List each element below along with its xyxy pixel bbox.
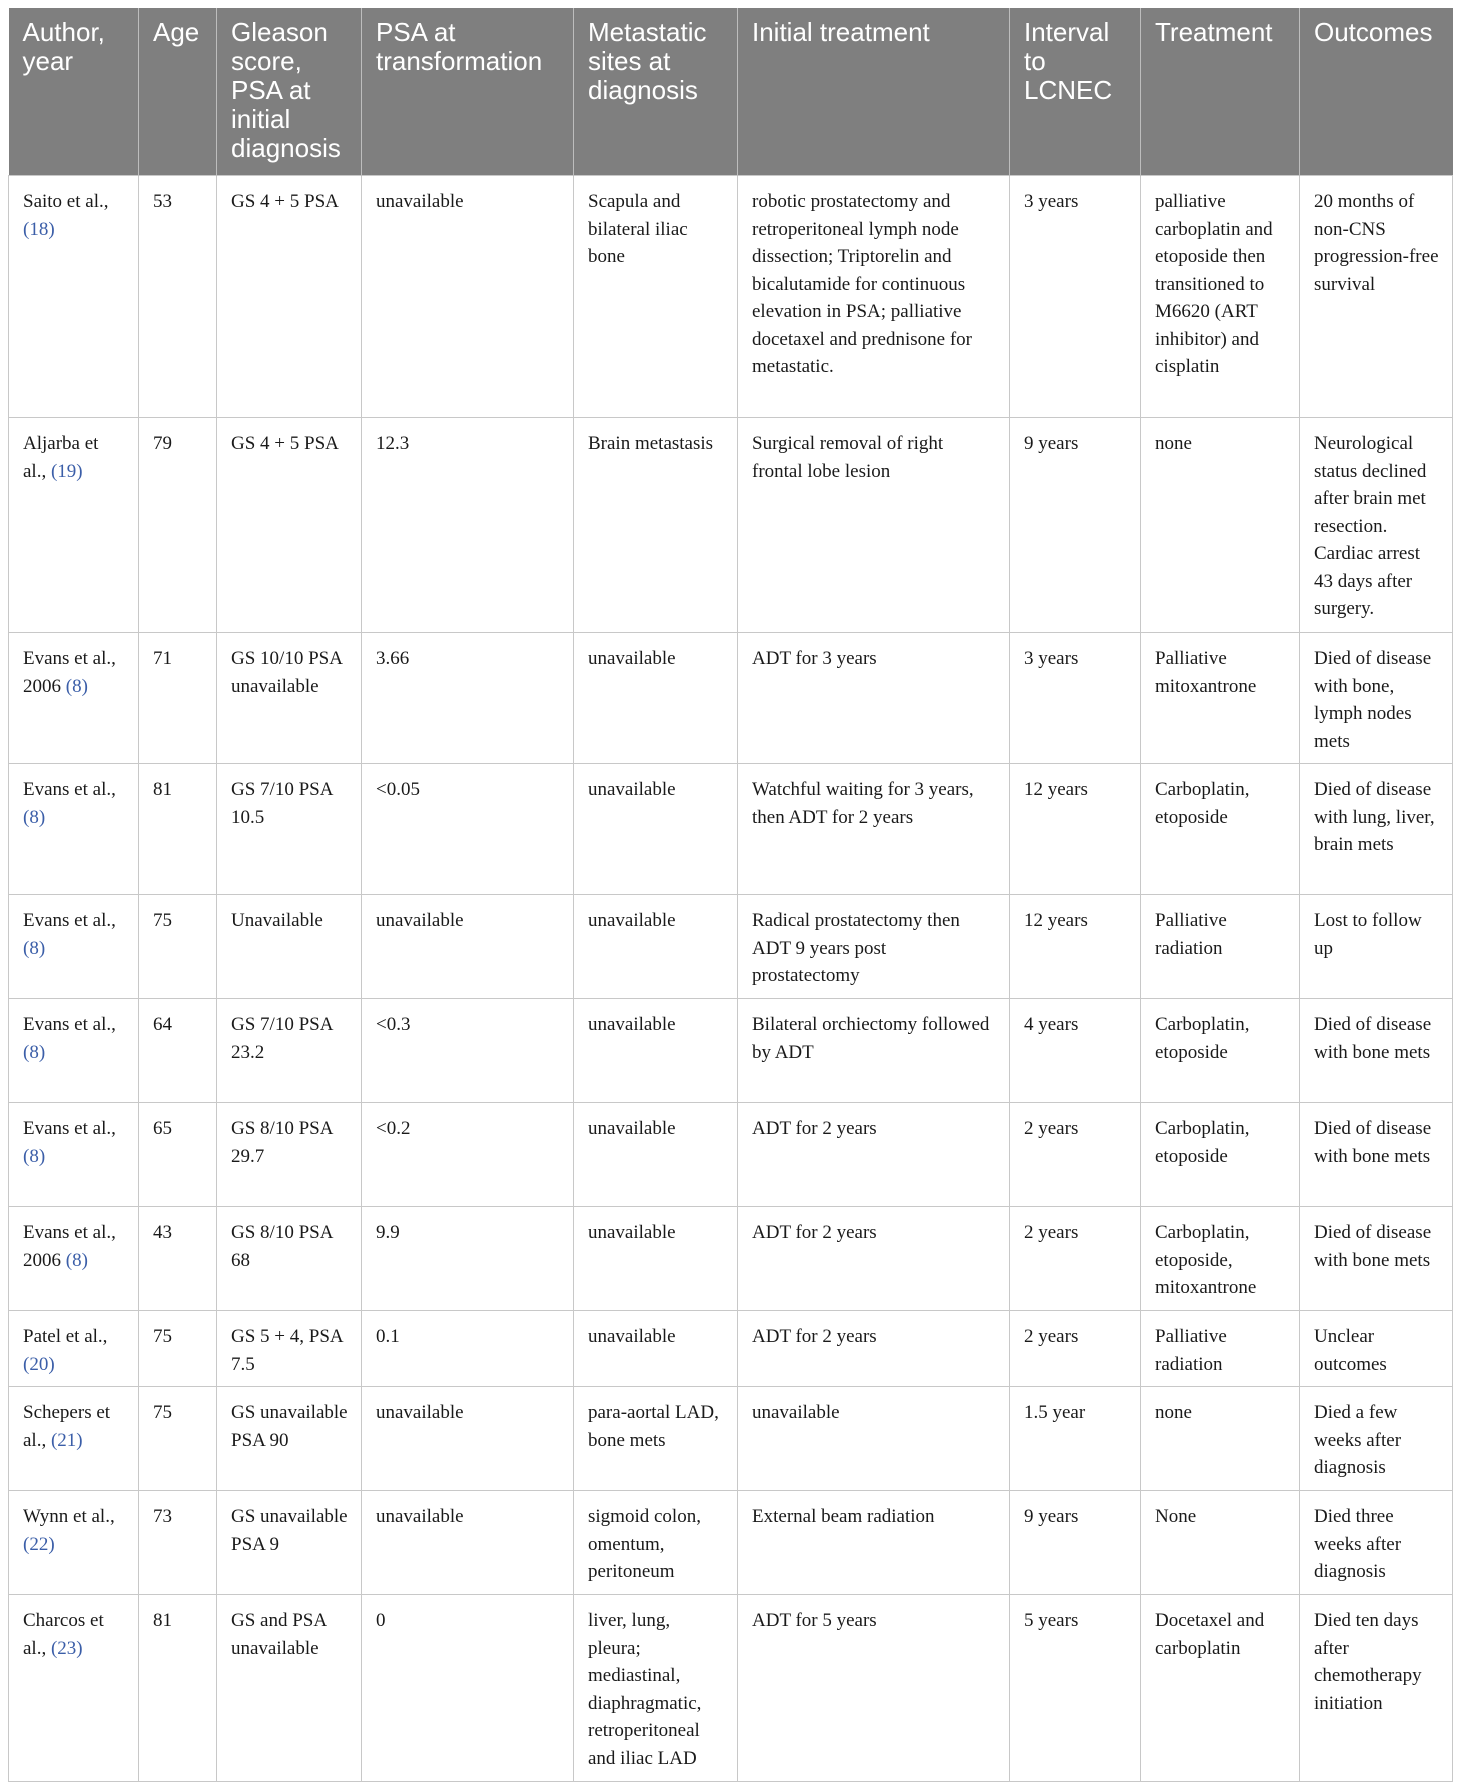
- psa-transformation-cell: 0.1: [362, 1311, 574, 1387]
- table-row: [9, 1387, 1453, 1491]
- header-author: Author, year: [9, 8, 139, 176]
- table-row: [9, 1491, 1453, 1595]
- treatment-cell: Palliative radiation: [1141, 1311, 1300, 1387]
- age-cell: 75: [139, 1387, 217, 1491]
- gleason-cell: GS 10/10 PSA unavailable: [217, 633, 362, 764]
- reference-link[interactable]: (8): [23, 806, 46, 828]
- age-cell: 75: [139, 895, 217, 999]
- psa-transformation-cell: <0.2: [362, 1103, 574, 1207]
- author-cell: [9, 176, 139, 418]
- table-row: [9, 999, 1453, 1103]
- header-interval: Interval to LCNEC: [1010, 8, 1141, 176]
- outcomes-cell: Neurological status declined after brain met resection. Cardiac arrest 43 days after surgery.: [1300, 418, 1453, 633]
- metastatic-sites-cell: liver, lung, pleura; mediastinal, diaphragmatic, retroperitoneal and iliac LAD: [574, 1595, 738, 1782]
- age-cell: 71: [139, 633, 217, 764]
- initial-treatment-cell: ADT for 2 years: [738, 1311, 1010, 1387]
- psa-transformation-cell: unavailable: [362, 176, 574, 418]
- reference-link[interactable]: (23): [50, 1637, 83, 1659]
- treatment-cell: Carboplatin, etoposide, mitoxantrone: [1141, 1207, 1300, 1311]
- header-row: [9, 8, 1453, 176]
- metastatic-sites-cell: unavailable: [574, 895, 738, 999]
- treatment-cell: None: [1141, 1491, 1300, 1595]
- author-text: Schepers et al.,: [23, 1402, 111, 1451]
- interval-cell: 12 years: [1010, 895, 1141, 999]
- outcomes-cell: Died a few weeks after diagnosis: [1300, 1387, 1453, 1491]
- reference-link[interactable]: (22): [23, 1533, 55, 1555]
- outcomes-cell: Lost to follow up: [1300, 895, 1453, 999]
- author-text: Aljarba et al.,: [23, 433, 99, 482]
- treatment-cell: Carboplatin, etoposide: [1141, 764, 1300, 895]
- age-cell: 81: [139, 1595, 217, 1782]
- reference-link[interactable]: (8): [23, 937, 46, 959]
- metastatic-sites-cell: unavailable: [574, 633, 738, 764]
- reference-link[interactable]: (21): [50, 1429, 83, 1451]
- interval-cell: 3 years: [1010, 176, 1141, 418]
- reference-link[interactable]: (18): [23, 218, 55, 240]
- gleason-cell: GS 7/10 PSA 23.2: [217, 999, 362, 1103]
- author-cell: [9, 999, 139, 1103]
- interval-cell: 12 years: [1010, 764, 1141, 895]
- table-row: [9, 418, 1453, 633]
- psa-transformation-cell: <0.05: [362, 764, 574, 895]
- table-row: [9, 1311, 1453, 1387]
- table-container: [8, 8, 1452, 1782]
- author-cell: [9, 1387, 139, 1491]
- initial-treatment-cell: Bilateral orchiectomy followed by ADT: [738, 999, 1010, 1103]
- metastatic-sites-cell: unavailable: [574, 1103, 738, 1207]
- gleason-cell: GS unavailable PSA 9: [217, 1491, 362, 1595]
- author-text: Patel et al.,: [23, 1326, 108, 1347]
- psa-transformation-cell: 9.9: [362, 1207, 574, 1311]
- table-row: [9, 895, 1453, 999]
- age-cell: 65: [139, 1103, 217, 1207]
- header-psa-transformation: PSA at transformation: [362, 8, 574, 176]
- lcnec-case-table: [8, 8, 1453, 1782]
- author-cell: [9, 1595, 139, 1782]
- author-cell: [9, 633, 139, 764]
- interval-cell: 4 years: [1010, 999, 1141, 1103]
- author-text: Evans et al.,: [23, 1118, 116, 1139]
- age-cell: 64: [139, 999, 217, 1103]
- outcomes-cell: Died of disease with lung, liver, brain mets: [1300, 764, 1453, 895]
- author-text: Evans et al.,: [23, 910, 116, 931]
- reference-link[interactable]: (8): [65, 1249, 88, 1271]
- treatment-cell: Docetaxel and carboplatin: [1141, 1595, 1300, 1782]
- treatment-cell: Carboplatin, etoposide: [1141, 999, 1300, 1103]
- author-text: Evans et al.,: [23, 1014, 116, 1035]
- initial-treatment-cell: Surgical removal of right frontal lobe lesion: [738, 418, 1010, 633]
- interval-cell: 2 years: [1010, 1207, 1141, 1311]
- author-text: Wynn et al.,: [23, 1506, 115, 1527]
- table-row: [9, 1207, 1453, 1311]
- reference-link[interactable]: (20): [23, 1353, 55, 1375]
- author-text: Evans et al., 2006: [23, 1222, 116, 1271]
- gleason-cell: GS 5 + 4, PSA 7.5: [217, 1311, 362, 1387]
- interval-cell: 9 years: [1010, 418, 1141, 633]
- interval-cell: 2 years: [1010, 1103, 1141, 1207]
- reference-link[interactable]: (8): [65, 675, 88, 697]
- psa-transformation-cell: unavailable: [362, 895, 574, 999]
- initial-treatment-cell: Radical prostatectomy then ADT 9 years post prostatectomy: [738, 895, 1010, 999]
- outcomes-cell: Died ten days after chemotherapy initiation: [1300, 1595, 1453, 1782]
- outcomes-cell: Unclear outcomes: [1300, 1311, 1453, 1387]
- initial-treatment-cell: ADT for 2 years: [738, 1103, 1010, 1207]
- initial-treatment-cell: External beam radiation: [738, 1491, 1010, 1595]
- table-row: [9, 633, 1453, 764]
- age-cell: 81: [139, 764, 217, 895]
- initial-treatment-cell: Watchful waiting for 3 years, then ADT for 2 years: [738, 764, 1010, 895]
- author-text: Saito et al.,: [23, 191, 109, 212]
- gleason-cell: GS 8/10 PSA 68: [217, 1207, 362, 1311]
- initial-treatment-cell: unavailable: [738, 1387, 1010, 1491]
- table-row: [9, 1103, 1453, 1207]
- psa-transformation-cell: unavailable: [362, 1387, 574, 1491]
- author-cell: [9, 1311, 139, 1387]
- outcomes-cell: Died three weeks after diagnosis: [1300, 1491, 1453, 1595]
- age-cell: 73: [139, 1491, 217, 1595]
- psa-transformation-cell: 12.3: [362, 418, 574, 633]
- interval-cell: 5 years: [1010, 1595, 1141, 1782]
- header-treatment: Treatment: [1141, 8, 1300, 176]
- metastatic-sites-cell: Brain metastasis: [574, 418, 738, 633]
- metastatic-sites-cell: Scapula and bilateral iliac bone: [574, 176, 738, 418]
- metastatic-sites-cell: sigmoid colon, omentum, peritoneum: [574, 1491, 738, 1595]
- header-gleason: Gleason score, PSA at initial diagnosis: [217, 8, 362, 176]
- metastatic-sites-cell: unavailable: [574, 999, 738, 1103]
- header-outcomes: Outcomes: [1300, 8, 1453, 176]
- treatment-cell: palliative carboplatin and etoposide then transitioned to M6620 (ART inhibitor) and cisplatin: [1141, 176, 1300, 418]
- outcomes-cell: Died of disease with bone mets: [1300, 1207, 1453, 1311]
- interval-cell: 9 years: [1010, 1491, 1141, 1595]
- reference-link[interactable]: (19): [50, 460, 83, 482]
- treatment-cell: Palliative mitoxantrone: [1141, 633, 1300, 764]
- author-cell: [9, 1207, 139, 1311]
- author-cell: [9, 895, 139, 999]
- treatment-cell: Palliative radiation: [1141, 895, 1300, 999]
- table-row: [9, 176, 1453, 418]
- table-row: [9, 1595, 1453, 1782]
- gleason-cell: GS 4 + 5 PSA: [217, 176, 362, 418]
- age-cell: 43: [139, 1207, 217, 1311]
- author-text: Charcos et al.,: [23, 1610, 104, 1659]
- interval-cell: 3 years: [1010, 633, 1141, 764]
- treatment-cell: Carboplatin, etoposide: [1141, 1103, 1300, 1207]
- metastatic-sites-cell: unavailable: [574, 1207, 738, 1311]
- outcomes-cell: Died of disease with bone mets: [1300, 999, 1453, 1103]
- reference-link[interactable]: (8): [23, 1041, 46, 1063]
- psa-transformation-cell: 0: [362, 1595, 574, 1782]
- age-cell: 53: [139, 176, 217, 418]
- header-metastatic-sites: Metastatic sites at diagnosis: [574, 8, 738, 176]
- interval-cell: 1.5 year: [1010, 1387, 1141, 1491]
- age-cell: 79: [139, 418, 217, 633]
- header-age: Age: [139, 8, 217, 176]
- author-cell: [9, 1103, 139, 1207]
- metastatic-sites-cell: unavailable: [574, 764, 738, 895]
- author-text: Evans et al.,: [23, 779, 116, 800]
- psa-transformation-cell: 3.66: [362, 633, 574, 764]
- author-cell: [9, 764, 139, 895]
- gleason-cell: Unavailable: [217, 895, 362, 999]
- gleason-cell: GS unavailable PSA 90: [217, 1387, 362, 1491]
- author-text: Evans et al., 2006: [23, 648, 116, 697]
- psa-transformation-cell: unavailable: [362, 1491, 574, 1595]
- treatment-cell: none: [1141, 418, 1300, 633]
- interval-cell: 2 years: [1010, 1311, 1141, 1387]
- author-cell: [9, 418, 139, 633]
- initial-treatment-cell: ADT for 3 years: [738, 633, 1010, 764]
- metastatic-sites-cell: unavailable: [574, 1311, 738, 1387]
- gleason-cell: GS 7/10 PSA 10.5: [217, 764, 362, 895]
- psa-transformation-cell: <0.3: [362, 999, 574, 1103]
- gleason-cell: GS 8/10 PSA 29.7: [217, 1103, 362, 1207]
- outcomes-cell: 20 months of non-CNS progression-free survival: [1300, 176, 1453, 418]
- outcomes-cell: Died of disease with bone mets: [1300, 1103, 1453, 1207]
- treatment-cell: none: [1141, 1387, 1300, 1491]
- gleason-cell: GS 4 + 5 PSA: [217, 418, 362, 633]
- gleason-cell: GS and PSA unavailable: [217, 1595, 362, 1782]
- initial-treatment-cell: ADT for 5 years: [738, 1595, 1010, 1782]
- age-cell: 75: [139, 1311, 217, 1387]
- header-initial-treatment: Initial treatment: [738, 8, 1010, 176]
- initial-treatment-cell: ADT for 2 years: [738, 1207, 1010, 1311]
- table-body: [9, 176, 1453, 1782]
- author-cell: [9, 1491, 139, 1595]
- reference-link[interactable]: (8): [23, 1145, 46, 1167]
- metastatic-sites-cell: para-aortal LAD, bone mets: [574, 1387, 738, 1491]
- initial-treatment-cell: robotic prostatectomy and retroperitoneal lymph node dissection; Triptorelin and bicalutamide for continuous elevation in PSA; palliative docetaxel and prednisone for metastatic.: [738, 176, 1010, 418]
- outcomes-cell: Died of disease with bone, lymph nodes mets: [1300, 633, 1453, 764]
- table-row: [9, 764, 1453, 895]
